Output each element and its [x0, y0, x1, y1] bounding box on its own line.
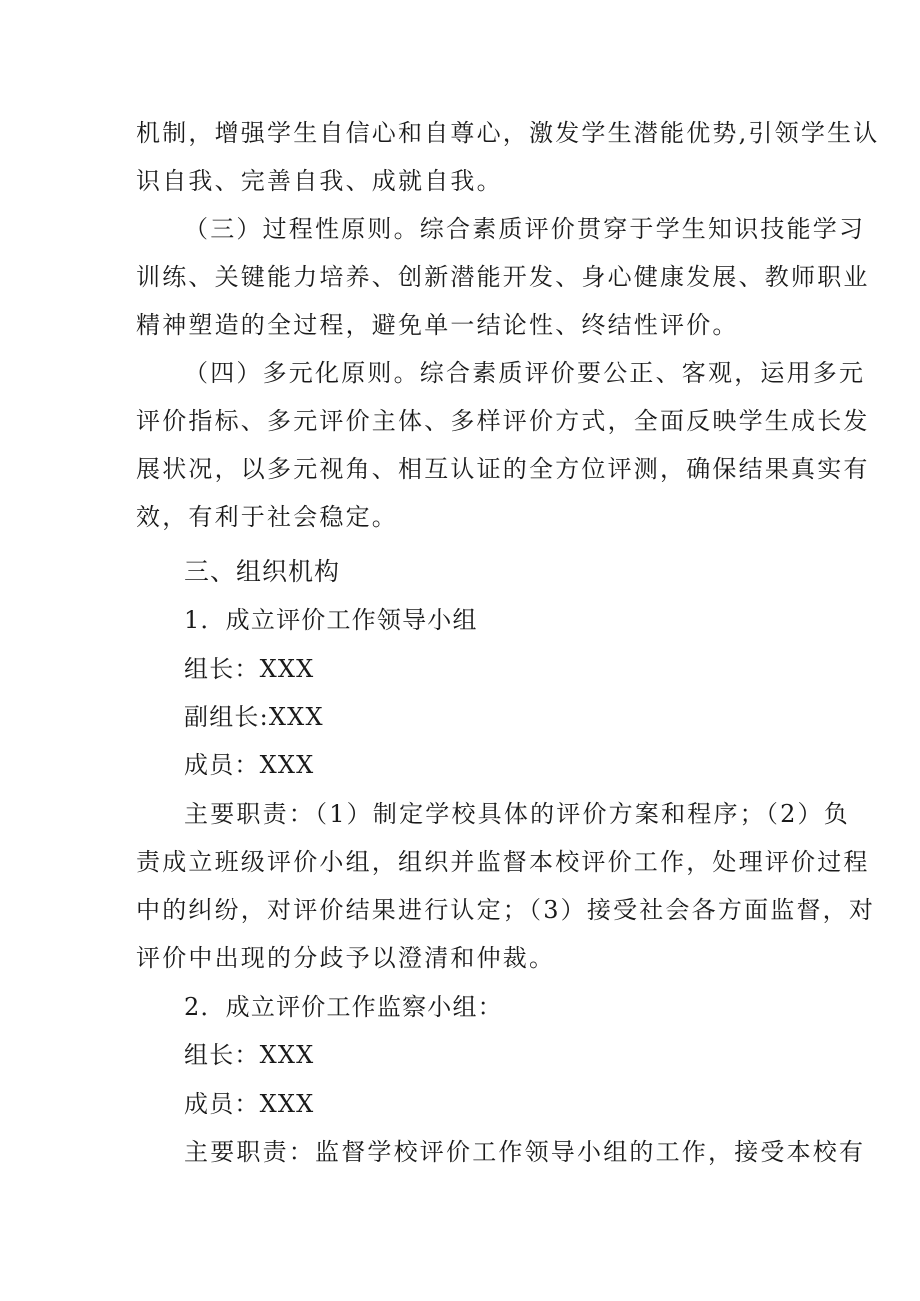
group-leader: 组长：XXX	[184, 1041, 315, 1069]
paragraph-line: 展状况，以多元视角、相互认证的全方位评测，确保结果真实有	[136, 455, 870, 483]
paragraph-line: 识自我、完善自我、成就自我。	[136, 167, 503, 195]
paragraph-line: （三）过程性原则。综合素质评价贯穿于学生知识技能学习	[184, 215, 866, 243]
paragraph-line: 效，有利于社会稳定。	[136, 503, 398, 531]
paragraph-line: 评价指标、多元评价主体、多样评价方式，全面反映学生成长发	[136, 407, 870, 435]
group-deputy-leader: 副组长:XXX	[184, 703, 324, 731]
group-title: 1．成立评价工作领导小组	[184, 606, 478, 634]
paragraph-line: 精神塑造的全过程，避免单一结论性、终结性评价。	[136, 311, 739, 339]
duties-line: 主要职责：监督学校评价工作领导小组的工作，接受本校有	[184, 1138, 866, 1166]
group-leader: 组长：XXX	[184, 655, 315, 683]
paragraph-line: （四）多元化原则。综合素质评价要公正、客观，运用多元	[184, 359, 866, 387]
section-heading: 三、组织机构	[184, 557, 341, 586]
duties-line: 中的纠纷，对评价结果进行认定；（3）接受社会各方面监督，对	[136, 896, 876, 924]
group-title: 2．成立评价工作监察小组：	[184, 993, 503, 1021]
duties-line: 评价中出现的分歧予以澄清和仲裁。	[136, 944, 556, 972]
paragraph-line: 机制，增强学生自信心和自尊心，激发学生潜能优势,引领学生认	[136, 119, 880, 147]
paragraph-line: 训练、关键能力培养、创新潜能开发、身心健康发展、教师职业	[136, 263, 870, 291]
duties-line: 主要职责：（1）制定学校具体的评价方案和程序；（2）负	[184, 800, 850, 828]
group-members: 成员：XXX	[184, 751, 315, 779]
group-members: 成员：XXX	[184, 1090, 315, 1118]
duties-line: 责成立班级评价小组，组织并监督本校评价工作，处理评价过程	[136, 848, 870, 876]
